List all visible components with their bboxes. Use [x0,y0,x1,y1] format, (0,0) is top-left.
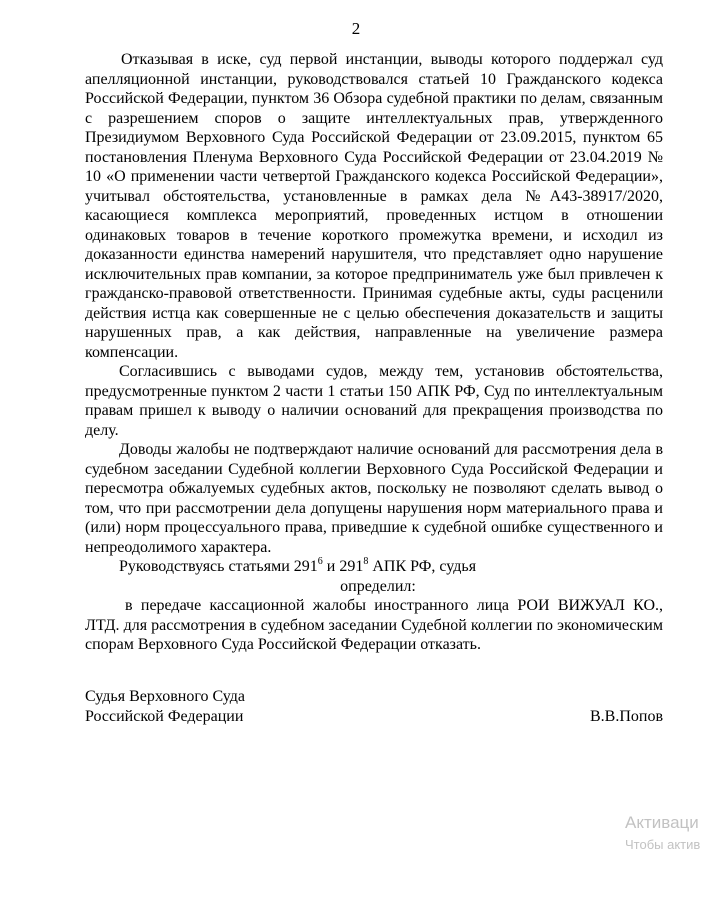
article-superscript-6: 6 [317,555,323,567]
decided-heading: определил: [340,577,416,595]
paragraph-complaint-arguments: Доводы жалобы не подтверждают наличие оснований для рассмотрения дела в судебном заседании Судебной коллегии Верховного Суда Российской Федерации и пересмотра обжалуемых судебных актов, поскольку не позволяют сделать вывод о том, что при рассмотрении дела допущены нарушения норм материального права и (или) норм процессуального права, приведшие к судебной ошибке существенного и непреодолимого характера. [85,441,663,556]
watermark-subtitle: Чтобы актив [625,837,701,852]
signature-title-line2: Российской Федерации [85,708,244,725]
paragraph-refusal-reasoning: Отказывая в иске, суд первой инстанции, выводы которого поддержал суд апелляционной инстанции, руководствовался статьей 10 Гражданского кодекса Российской Федерации, пунктом 36 Обзора судебной практики по делам, связанным с разрешением споров о защите интеллектуальных прав, утвержденного Президиумом Верховного Суда Российской Федерации от 23.09.2015, пунктом 65 постановления Пленума Верховного Суда Российской Федерации от 23.04.2019 № 10 «О применении части четвертой Гражданского кодекса Российской Федерации», учитывал обстоятельства, установленные в рамках дела №А43-38917/2020, касающиеся комплекса мероприятий, проведенных истцом в отношении одинаковых товаров в течение короткого промежутка времени, и исходил из доказанности единства намерений нарушителя, что представляет одно нарушение исключительных прав компании, за которое предприниматель уже был привлечен к гражданско-правовой ответственности. Принимая судебные акты, суды расценили действия истца как совершенные не с целью обеспечения доказательств и защиты нарушенных прав, а как действия, направленные на увеличение размера компенсации. [85,51,663,361]
signature-block [85,687,663,727]
windows-activation-watermark [625,812,712,856]
watermark-title: Активаци [625,813,699,832]
document-body [85,50,663,655]
legal-basis-suffix: АПК РФ, судья [368,558,477,575]
page-number: 2 [351,19,361,38]
paragraph-decision: в передаче кассационной жалобы иностранного лица РОИ ВИЖУАЛ КО., ЛТД. для рассмотрения в судебном заседании Судебной коллегии по экономическим спорам Верховного Суда Российской Федерации отказать. [85,597,663,653]
signature-title-line1: Судья Верховного Суда [85,688,246,705]
signature-row [85,707,663,727]
article-superscript-8: 8 [363,555,369,567]
legal-basis-prefix: Руководствуясь статьями 291 [119,558,318,575]
judge-name: В.В.Попов [589,708,663,725]
legal-basis-middle: и 291 [322,558,364,575]
paragraph-ip-court-conclusion: Согласившись с выводами судов, между тем, установив обстоятельства, предусмотренные пунктом 2 части 1 статьи 150 АПК РФ, Суд по интеллектуальным правам пришел к выводу о наличии оснований для прекращения производства по делу. [85,363,663,439]
paragraph-legal-basis [85,557,663,577]
